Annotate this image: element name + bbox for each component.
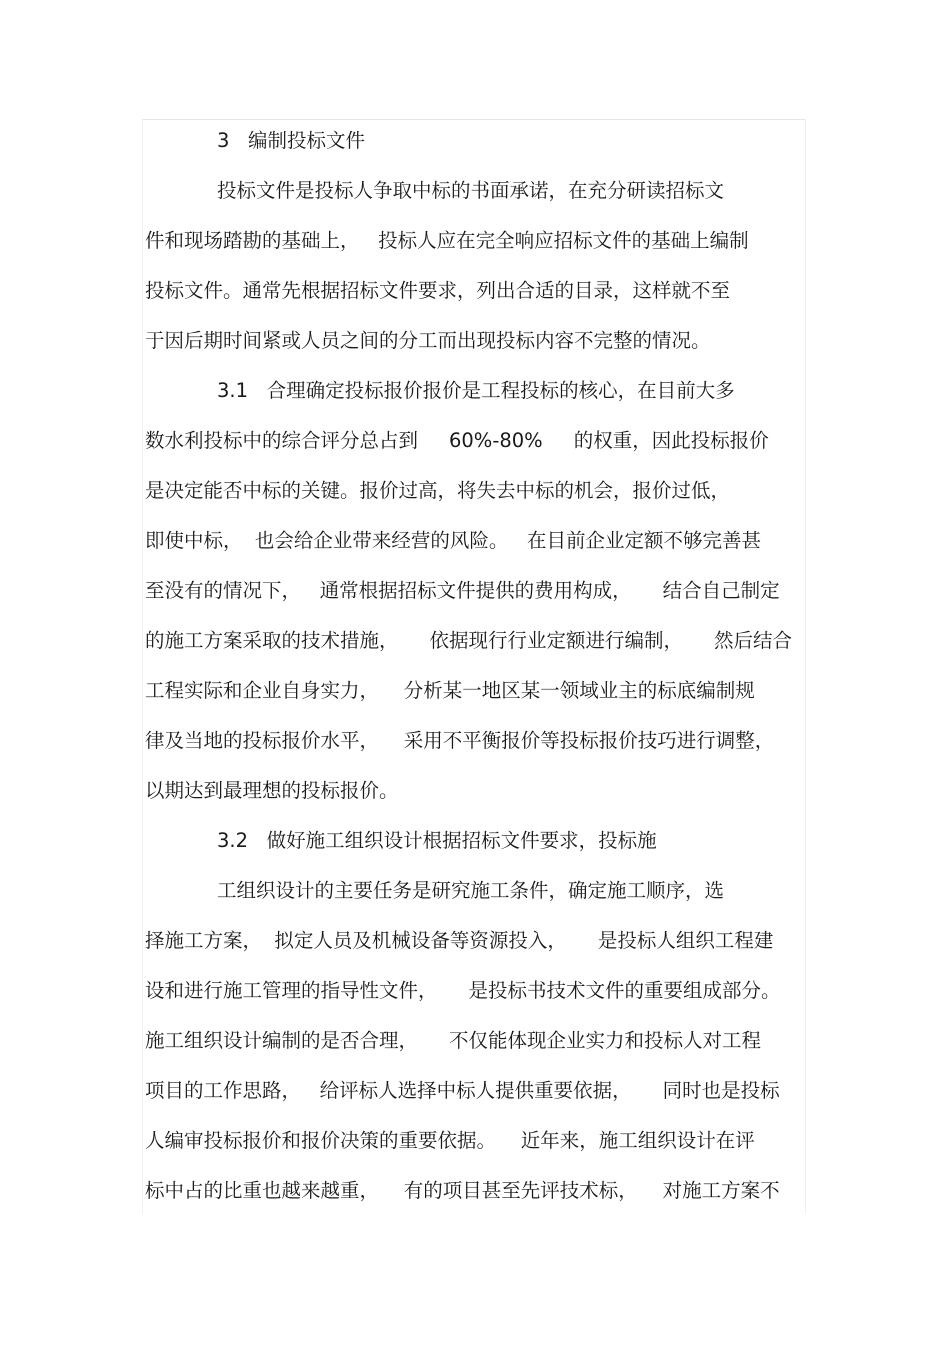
document-page: [142, 119, 806, 1214]
paragraph-line: 投标文件是投标人争取中标的书面承诺，在充分研读招标文: [217, 179, 725, 202]
paragraph-line: 人编审投标报价和报价决策的重要依据。 近年来，施工组织设计在评: [145, 1129, 755, 1152]
section-heading-3-1: 3.1 合理确定投标报价报价是工程投标的核心，在目前大多: [217, 379, 735, 402]
section-heading-3-2: 3.2 做好施工组织设计根据招标文件要求，投标施: [217, 829, 657, 852]
paragraph-line: 件和现场踏勘的基础上， 投标人应在完全响应招标文件的基础上编制: [145, 229, 749, 252]
paragraph-line: 工程实际和企业自身实力， 分析某一地区某一领域业主的标底编制规: [145, 679, 755, 702]
paragraph-line: 数水利投标中的综合评分总占到 60%-80% 的权重，因此投标报价: [145, 429, 769, 452]
paragraph-line: 项目的工作思路， 给评标人选择中标人提供重要依据， 同时也是投标: [145, 1079, 780, 1102]
paragraph-line: 标中占的比重也越来越重， 有的项目甚至先评技术标， 对施工方案不: [145, 1179, 780, 1202]
paragraph-line: 择施工方案， 拟定人员及机械设备等资源投入， 是投标人组织工程建: [145, 929, 774, 952]
paragraph-line: 是决定能否中标的关键。报价过高，将失去中标的机会，报价过低，: [145, 479, 731, 502]
paragraph-line: 投标文件。通常先根据招标文件要求，列出合适的目录，这样就不至: [145, 279, 731, 302]
paragraph-line: 的施工方案采取的技术措施， 依据现行行业定额进行编制， 然后结合: [145, 629, 792, 652]
paragraph-line: 以期达到最理想的投标报价。: [145, 779, 399, 802]
paragraph-line: 施工组织设计编制的是否合理， 不仅能体现企业实力和投标人对工程: [145, 1029, 761, 1052]
paragraph-line: 设和进行施工管理的指导性文件， 是投标书技术文件的重要组成部分。: [145, 979, 781, 1002]
section-heading-3: 3 编制投标文件: [217, 129, 366, 152]
paragraph-line: 即使中标， 也会给企业带来经营的风险。 在目前企业定额不够完善甚: [145, 529, 761, 552]
paragraph-line: 律及当地的投标报价水平， 采用不平衡报价等投标报价技巧进行调整，: [145, 729, 775, 752]
paragraph-line: 工组织设计的主要任务是研究施工条件，确定施工顺序，选: [217, 879, 725, 902]
paragraph-line: 于因后期时间紧或人员之间的分工而出现投标内容不完整的情况。: [145, 329, 711, 352]
paragraph-line: 至没有的情况下， 通常根据招标文件提供的费用构成， 结合自己制定: [145, 579, 780, 602]
